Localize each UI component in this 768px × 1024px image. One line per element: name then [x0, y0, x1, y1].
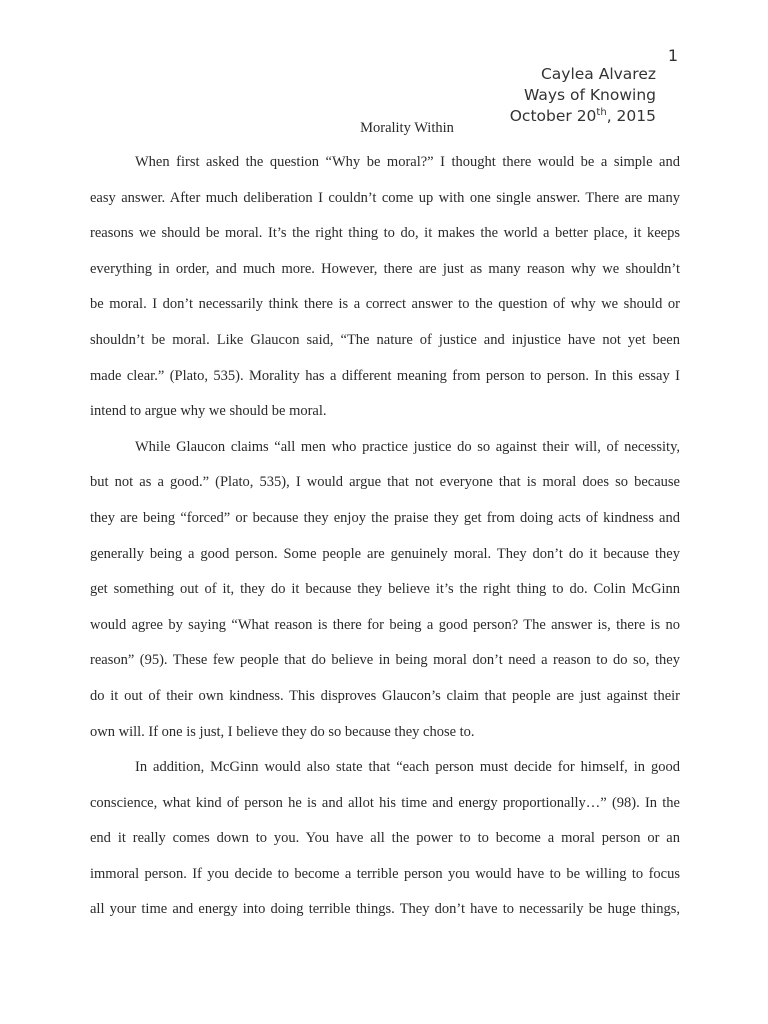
text-line: do it out of their own kindness. This disproves Glaucon’s claim that people are just against their	[90, 687, 680, 704]
paragraph-2	[90, 430, 680, 750]
text-line: get something out of it, they do it because they believe it’s the right thing to do. Colin McGinn	[90, 581, 680, 598]
essay-body	[90, 145, 680, 928]
text-line: easy answer. After much deliberation I couldn’t come up with one single answer. There are many	[90, 189, 680, 206]
text-line: own will. If one is just, I believe they do so because they chose to.	[90, 723, 475, 740]
header-block	[510, 64, 656, 127]
text-line: conscience, what kind of person he is and allot his time and energy proportionally…” (98). In the	[90, 794, 680, 811]
author-name: Caylea Alvarez	[540, 65, 656, 83]
text-line: reasons we should be moral. It’s the right thing to do, it makes the world a better place, it keeps	[90, 225, 680, 242]
text-line: reason” (95). These few people that do believe in being moral don’t need a reason to do so, they	[90, 652, 680, 669]
text-line: end it really comes down to you. You have all the power to to become a moral person or an	[90, 830, 680, 847]
text-line: generally being a good person. Some people are genuinely moral. They don’t do it because they	[90, 545, 680, 562]
text-line: be moral. I don’t necessarily think there is a correct answer to the question of why we should or	[90, 296, 680, 313]
text-line: In addition, McGinn would also state that “each person must decide for himself, in good	[135, 759, 680, 776]
text-line: While Glaucon claims “all men who practice justice do so against their will, of necessity,	[135, 438, 680, 455]
text-line: but not as a good.” (Plato, 535), I would argue that not everyone that is moral does so because	[90, 474, 680, 491]
essay-title: Morality Within	[360, 120, 454, 136]
text-line: intend to argue why we should be moral.	[90, 403, 327, 420]
text-line: they are being “forced” or because they enjoy the praise they get from doing acts of kindness and	[90, 509, 680, 526]
text-line: immoral person. If you decide to become a terrible person you would have to be willing to focus	[90, 865, 680, 882]
date-ordinal-suffix: th	[596, 106, 607, 118]
paragraph-1	[90, 145, 680, 430]
text-line: shouldn’t be moral. Like Glaucon said, “The nature of justice and injustice have not yet been	[90, 331, 680, 348]
date-month-day: October 20	[509, 107, 597, 125]
text-line: everything in order, and much more. However, there are just as many reason why we shouldn’t	[90, 260, 680, 277]
text-line: all your time and energy into doing terrible things. They don’t have to necessarily be huge things,	[90, 901, 680, 918]
paragraph-3	[90, 750, 680, 928]
text-line: When first asked the question “Why be moral?” I thought there would be a simple and	[135, 154, 680, 170]
text-line: made clear.” (Plato, 535). Morality has a different meaning from person to person. In this essay I	[90, 367, 680, 384]
date-year: , 2015	[606, 107, 656, 125]
course-name: Ways of Knowing	[524, 86, 656, 104]
page-number: 1	[667, 46, 678, 65]
text-line: would agree by saying “What reason is there for being a good person? The answer is, there is no	[90, 616, 680, 633]
